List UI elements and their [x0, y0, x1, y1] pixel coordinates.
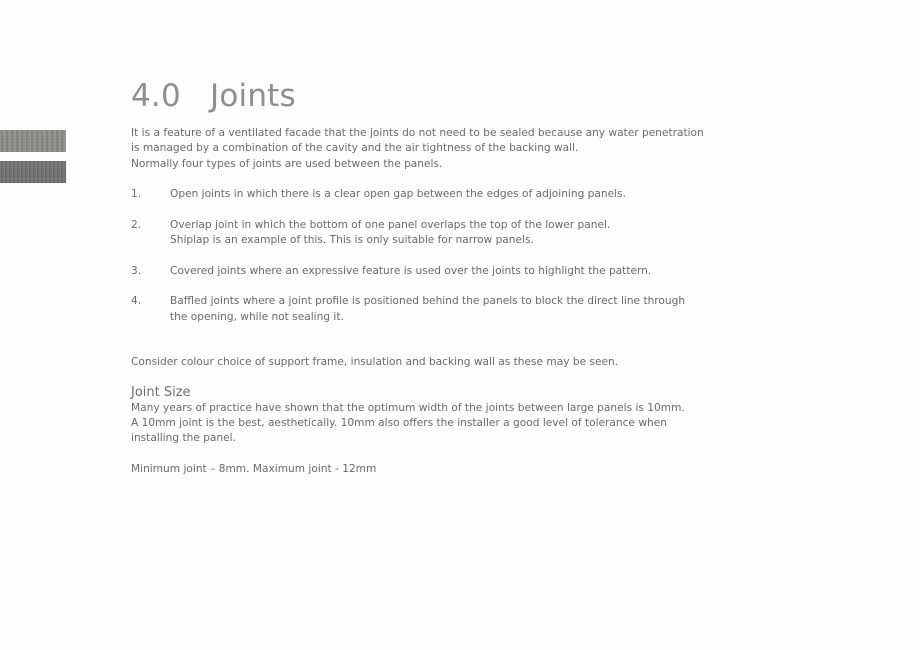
joint-size-heading: Joint Size [131, 384, 191, 400]
list-item-text: Baffled joints where a joint profile is positioned behind the panels to block the direct line through [170, 295, 686, 308]
list-item-number: 2. [131, 218, 142, 231]
list-item [131, 294, 691, 325]
list-item-number: 4. [131, 295, 142, 308]
list-item-text: Shiplap is an example of this. This is only suitable for narrow panels. [170, 234, 534, 247]
material-swatch-light [0, 130, 66, 152]
list-item-number: 3. [131, 264, 142, 277]
list-item [131, 264, 691, 279]
list-item-text: Overlap joint in which the bottom of one panel overlaps the top of the lower panel. [170, 218, 611, 231]
intro-line: is managed by a combination of the cavity and the air tightness of the backing wall. [131, 142, 579, 155]
list-item-number: 1. [131, 188, 142, 201]
joint-size-line: installing the panel. [131, 432, 236, 445]
list-item-text: Covered joints where an expressive feature is used over the joints to highlight the pattern. [170, 264, 652, 277]
list-item [131, 218, 691, 249]
list-item [131, 187, 691, 202]
joint-size-line: Many years of practice have shown that the optimum width of the joints between large panels is 10mm. [131, 401, 685, 414]
section-title: Joints [210, 78, 296, 114]
note-text: Consider colour choice of support frame, insulation and backing wall as these may be seen. [131, 356, 619, 369]
joint-limits-text: Minimum joint – 8mm. Maximum joint - 12mm [131, 462, 377, 475]
joint-size-line: A 10mm joint is the best, aesthetically. 10mm also offers the installer a good level of tolerance when [131, 417, 667, 430]
intro-line: It is a feature of a ventilated facade that the joints do not need to be sealed because any water penetration [131, 127, 704, 139]
section-number: 4.0 [131, 78, 181, 114]
list-item-text: the opening, while not sealing it. [170, 310, 344, 323]
section-heading [131, 76, 296, 116]
list-item-text: Open joints in which there is a clear open gap between the edges of adjoining panels. [170, 188, 626, 201]
material-swatch-dark [0, 161, 66, 183]
document-body [131, 126, 704, 477]
intro-line: Normally four types of joints are used between the panels. [131, 157, 443, 170]
